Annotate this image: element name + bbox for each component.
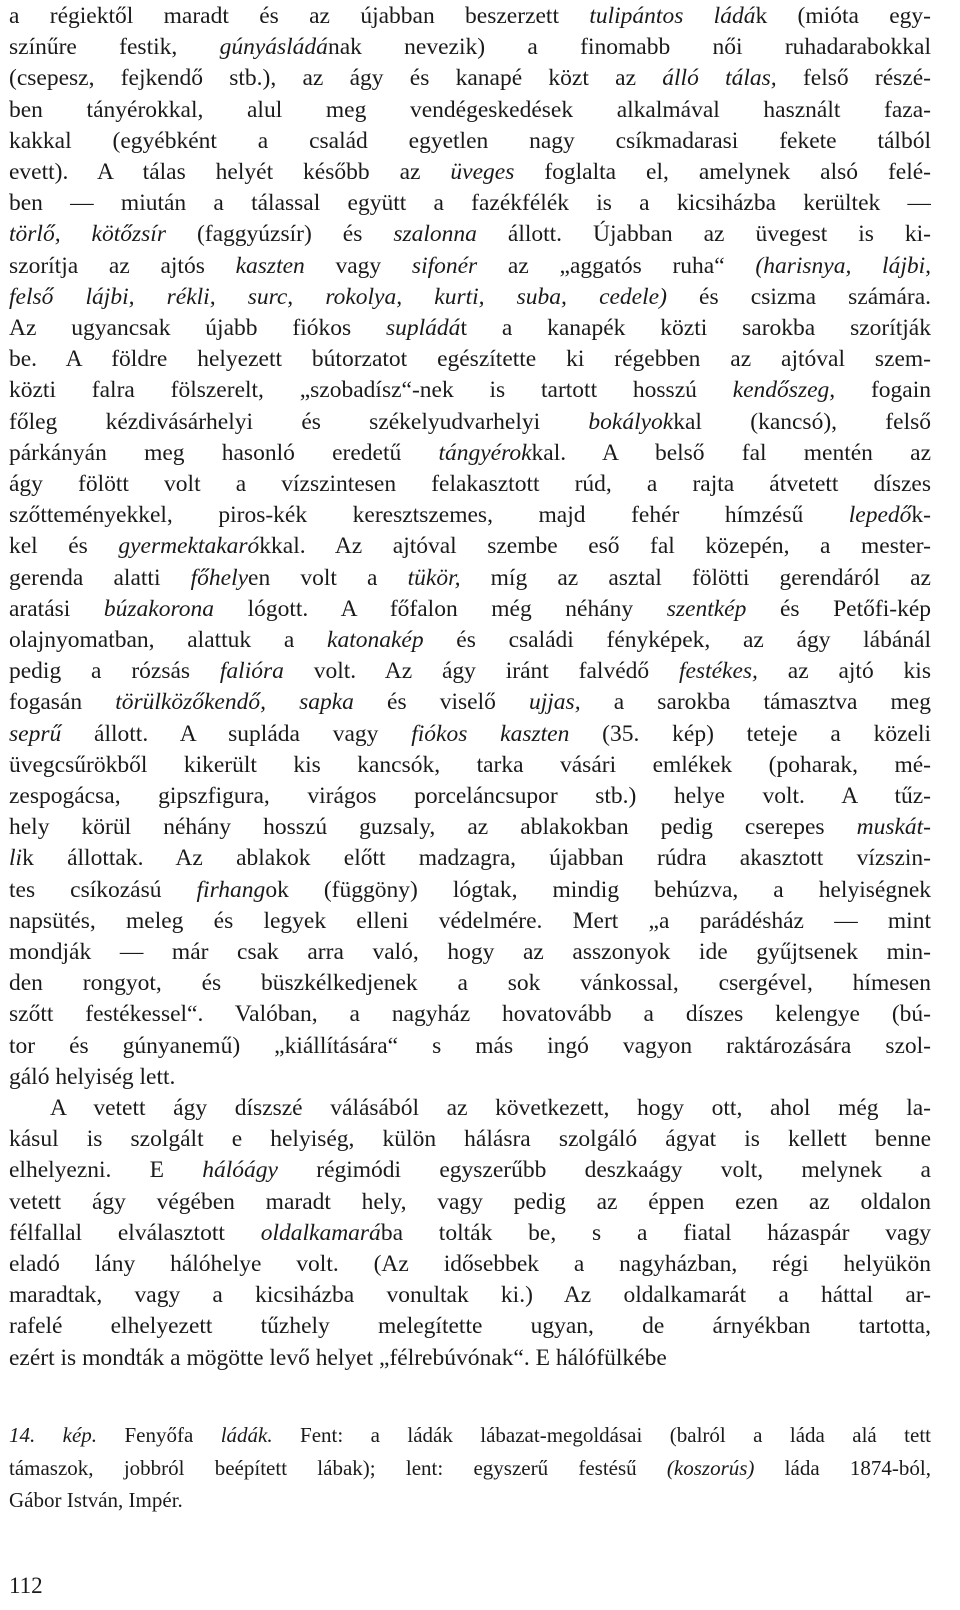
caption-line <box>9 1453 931 1483</box>
text-run: színűre festik, <box>9 34 220 61</box>
italic-term: gúnyásládá <box>219 34 328 61</box>
text-run: és Petőfi-kép <box>746 595 931 622</box>
body-line <box>9 406 931 438</box>
text-run: kal. A belső fal mentén az <box>531 439 931 466</box>
body-line <box>9 562 931 594</box>
body-line <box>9 1154 931 1186</box>
body-line <box>9 0 931 32</box>
body-line <box>9 94 931 126</box>
body-line <box>9 468 931 500</box>
body-line <box>9 1123 931 1155</box>
body-line <box>9 125 931 157</box>
text-run: az ajtó kis <box>757 658 931 685</box>
italic-term: ujjas, <box>529 689 581 716</box>
text-run: ezért is mondták a mögötte levő helyet „félrebúvónak“. E hálófülkébe <box>9 1344 667 1371</box>
text-run: a régiektől maradt és az újabban beszerzett <box>9 3 590 29</box>
body-line <box>9 905 931 937</box>
body-line <box>9 718 931 750</box>
body-line <box>50 1092 931 1124</box>
text-run: vetett ágy végében maradt hely, vagy pedig az éppen ezen az oldalon <box>9 1188 931 1215</box>
text-run: míg az asztal fölötti gerendáról az <box>460 564 931 591</box>
italic-term: oldalkamará <box>260 1219 381 1246</box>
body-line <box>9 967 931 999</box>
body-line <box>9 780 931 812</box>
body-line <box>9 218 931 250</box>
italic-term: li <box>9 845 23 872</box>
text-run: ok (függöny) lógtak, mindig behúzva, a helyiségnek <box>265 876 931 903</box>
text-run: állott. Újabban az üvegest is ki- <box>476 221 931 248</box>
text-run: félfallal elválasztott <box>9 1219 261 1246</box>
body-line <box>9 842 931 874</box>
caption-line <box>9 1420 931 1450</box>
body-line <box>9 499 931 531</box>
italic-term: lepedő <box>848 502 912 529</box>
page-number: 112 <box>9 1573 43 1598</box>
text-run: zespogácsa, gipszfigura, virágos porceláncsupor stb.) helye volt. A tűz- <box>9 783 931 809</box>
italic-term: ládák. <box>220 1423 273 1447</box>
body-line <box>9 312 931 344</box>
body-line <box>9 1186 931 1218</box>
text-run: be. A földre helyezett bútorzatot egészítette ki régebben az ajtóval szem- <box>9 346 931 373</box>
text-run: kkal. Az ajtóval szembe eső fal közepén, a mester- <box>259 533 931 560</box>
text-run: napsütés, meleg és legyek elleni védelmére. Mert „a parádésház — mint <box>9 907 931 934</box>
body-line <box>9 1342 931 1374</box>
text-run: és családi fényképek, az ágy lábánál <box>423 627 931 653</box>
text-run: állott. A supláda vagy <box>61 720 412 747</box>
text-run: párkányán meg hasonló eredetű <box>9 439 439 466</box>
text-run: támaszok, jobbról beépített lábak); lent: egyszerű festésű <box>9 1456 667 1480</box>
text-run: fogain <box>835 377 931 404</box>
text-run: k állottak. Az ablakok előtt madzagra, újabban rúdra akasztott vízszin- <box>22 845 931 872</box>
text-run: és csizma számára. <box>666 283 931 310</box>
text-run: ba tolták be, s a fiatal házaspár vagy <box>380 1219 931 1246</box>
italic-term: fiókos kaszten <box>411 720 570 747</box>
text-run: Fenyőfa <box>97 1423 221 1447</box>
text-run: Fent: a ládák lábazat-megoldásai (balról a láda alá tett <box>272 1423 931 1447</box>
text-run: nak nevezik) a finomabb női ruhadarabokkal <box>327 34 931 61</box>
text-run: mondják — már csak arra való, hogy az asszonyok ide gyűjtsenek min- <box>9 939 931 965</box>
text-run: az „aggatós ruha“ <box>477 252 756 279</box>
italic-term: tulipántos ládá <box>589 3 756 29</box>
text-run: (faggyúzsír) és <box>165 221 394 248</box>
body-line <box>9 1310 931 1342</box>
italic-term: (koszorús) <box>666 1456 755 1480</box>
text-run: rafelé elhelyezett tűzhely melegítette ugyan, de árnyékban tartotta, <box>9 1313 931 1340</box>
text-run: k (mióta egy- <box>755 3 931 29</box>
italic-term: álló tálas, <box>662 65 777 92</box>
italic-term: firhang <box>196 876 266 903</box>
text-run: (csepesz, fejkendő stb.), az ágy és kanapé közt az <box>9 65 663 92</box>
text-run: pedig a rózsás <box>9 658 220 685</box>
body-line <box>9 686 931 718</box>
text-run: fogasán <box>9 689 116 716</box>
body-line <box>9 437 931 469</box>
italic-term: főhely <box>190 564 249 591</box>
italic-term: felső lájbi, rékli, surc, rokolya, kurti, suba, cedele) <box>9 283 667 310</box>
italic-term: szalonna <box>393 221 477 248</box>
text-run: felső részé- <box>776 65 931 92</box>
body-line <box>9 343 931 375</box>
text-run: szőtt festékessel“. Valóban, a nagyház hovatovább a díszes kelengye (bú- <box>9 1001 931 1028</box>
text-run: tes csíkozású <box>9 876 197 903</box>
text-run: kakkal (egyébként a család egyetlen nagy csíkmadarasi fekete tálból <box>9 127 931 154</box>
text-run: ben tányérokkal, alul meg vendégeskedések alkalmával használt faza- <box>9 96 931 123</box>
italic-term: búzakorona <box>103 595 215 622</box>
italic-term: üveges <box>450 159 515 185</box>
text-run: elhelyezni. E <box>9 1157 203 1184</box>
text-run: szőtteményekkel, piros-kék keresztszemes, majd fehér hímzésű <box>9 502 849 529</box>
body-line <box>9 749 931 781</box>
text-run: lógott. A főfalon még néhány <box>214 595 667 622</box>
italic-term: seprű <box>9 720 62 747</box>
text-run: főleg kézdivásárhelyi és székelyudvarhelyi <box>9 408 589 435</box>
body-line <box>9 156 931 188</box>
text-run: kel és <box>9 533 119 560</box>
text-run: eladó lány hálóhelye volt. (Az idősebbek a nagyházban, régi helyükön <box>9 1251 931 1277</box>
text-run: üvegcsűrökből kikerült kis kancsók, tarka vásári emlékek (poharak, mé- <box>9 751 931 778</box>
body-line <box>9 62 931 94</box>
text-run: olajnyomatban, alattuk a <box>9 627 328 653</box>
body-line <box>9 187 931 219</box>
text-run: Gábor István, Impér. <box>9 1488 183 1512</box>
italic-term: kendőszeg, <box>732 377 836 404</box>
body-line <box>9 655 931 687</box>
caption-line <box>9 1485 931 1515</box>
italic-term: gyermektakaró <box>118 533 260 560</box>
text-run: gáló helyiség lett. <box>9 1063 176 1090</box>
italic-term: falióra <box>219 658 284 685</box>
text-run: aratási <box>9 595 104 622</box>
text-run: en volt a <box>248 564 408 591</box>
italic-term: hálóágy <box>202 1157 278 1184</box>
text-run: maradtak, vagy a kicsiházba vonultak ki.) Az oldalkamarát a háttal ar- <box>9 1282 931 1309</box>
text-run: kal (kancsó), felső <box>673 408 931 435</box>
body-line <box>9 1217 931 1249</box>
italic-term: tángyérok <box>438 439 532 466</box>
body-line <box>9 811 931 843</box>
text-run: közti falra fölszerelt, „szobadísz“-nek is tartott hosszú <box>9 377 733 404</box>
italic-term: bokályok <box>588 408 674 435</box>
body-line <box>9 250 931 282</box>
body-line <box>9 1279 931 1311</box>
text-run: volt. Az ágy iránt falvédő <box>283 658 679 685</box>
italic-term: 14. kép. <box>9 1423 98 1447</box>
body-line <box>9 1061 931 1093</box>
text-run: ben — miután a tálassal együtt a fazékfélék is a kicsiházba kerültek — <box>9 190 931 217</box>
text-run: kásul is szolgált e helyiség, külön hálásra szolgáló ágyat is kellett benne <box>9 1126 931 1153</box>
body-line <box>9 1030 931 1062</box>
text-run: és viselő <box>353 689 529 716</box>
body-line <box>9 874 931 906</box>
text-run: foglalta el, amelynek alsó felé- <box>514 159 931 185</box>
italic-term: törlő, kötőzsír <box>9 221 166 248</box>
italic-term: muskát- <box>856 814 931 841</box>
italic-term: supládá <box>386 315 461 341</box>
italic-term: törülközőkendő, sapka <box>115 689 354 716</box>
italic-term: katonakép <box>327 627 424 653</box>
body-line <box>9 31 931 63</box>
body-line <box>9 530 931 562</box>
text-run: tor és gúnyanemű) „kiállítására“ s más ingó vagyon raktározására szol- <box>9 1032 931 1059</box>
body-line <box>9 374 931 406</box>
italic-term: szentkép <box>666 595 747 622</box>
italic-term: sifonér <box>411 252 478 279</box>
text-run: k- <box>911 502 931 529</box>
text-run: Az ugyancsak újabb fiókos <box>9 315 386 341</box>
text-run: láda 1874-ból, <box>754 1456 931 1480</box>
text-run: ágy fölött volt a vízszintesen felakasztott rúd, a rajta átvetett díszes <box>9 471 931 497</box>
text-run: hely körül néhány hosszú guzsaly, az ablakokban pedig cserepes <box>9 814 857 841</box>
text-run: den rongyot, és büszkélkedjenek a sok vánkossal, csergével, hímesen <box>9 970 931 997</box>
body-line <box>9 1248 931 1280</box>
italic-term: kaszten <box>235 252 305 279</box>
body-line <box>9 998 931 1030</box>
body-line <box>9 593 931 625</box>
italic-term: (harisnya, lájbi, <box>755 252 931 279</box>
text-run: A vetett ágy díszszé válásából az következett, hogy ott, ahol még la- <box>50 1095 931 1121</box>
text-run: a sarokba támasztva meg <box>580 689 931 716</box>
body-line <box>9 624 931 656</box>
body-line <box>9 281 931 313</box>
text-run: gerenda alatti <box>9 564 191 591</box>
italic-term: festékes, <box>678 658 758 685</box>
text-run: t a kanapék közti sarokba szorítják <box>460 315 931 341</box>
text-run: evett). A tálas helyét később az <box>9 159 451 185</box>
text-run: vagy <box>304 252 412 279</box>
body-line <box>9 936 931 968</box>
text-run: (35. kép) teteje a közeli <box>569 720 931 747</box>
italic-term: tükör, <box>407 564 461 591</box>
text-run: szorítja az ajtós <box>9 252 236 279</box>
text-run: régimódi egyszerűbb deszkaágy volt, melynek a <box>278 1157 931 1184</box>
